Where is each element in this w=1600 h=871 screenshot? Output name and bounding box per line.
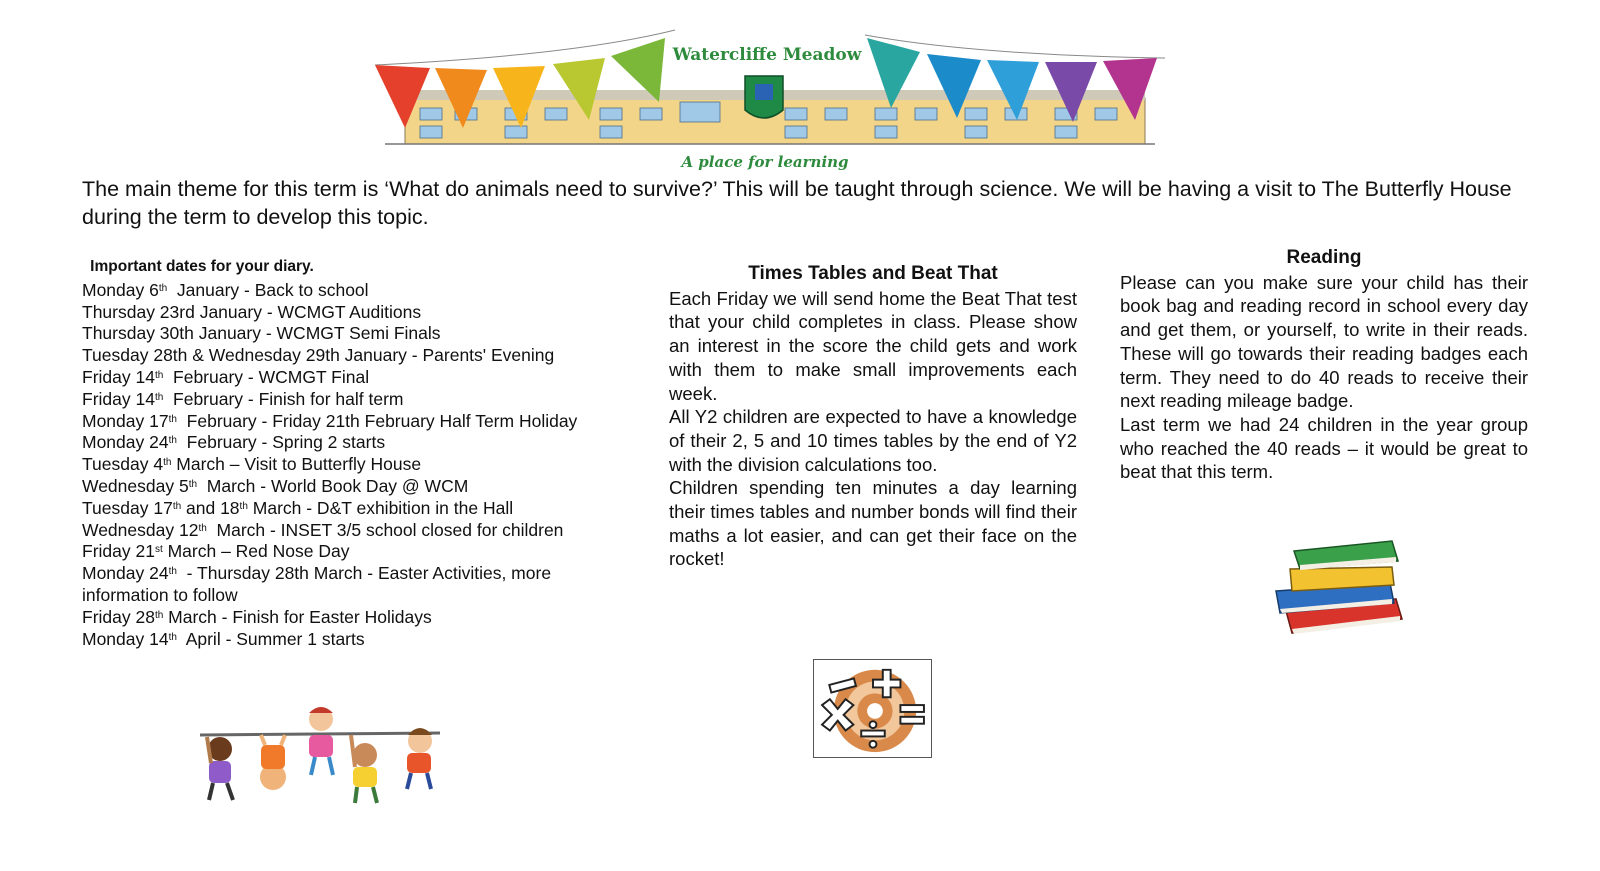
diary-date-item xyxy=(82,607,642,629)
children-playing-icon xyxy=(195,705,445,810)
diary-date-item xyxy=(82,345,642,367)
reading-paragraph: Last term we had 24 children in the year group who reached the 40 reads – it would be great to beat that this term. xyxy=(1120,413,1528,483)
diary-date-text: March - D&T exhibition in the Hall xyxy=(247,497,514,518)
diary-date-text: April - Summer 1 starts xyxy=(176,628,365,649)
times-tables-section xyxy=(669,262,1077,571)
diary-date-text: Friday 21 xyxy=(82,541,155,562)
diary-date-text: March – Red Nose Day xyxy=(162,541,350,562)
diary-date-item xyxy=(82,389,642,411)
ordinal-suffix: th xyxy=(239,500,248,512)
diary-date-text: Thursday 30th January - WCMGT Semi Finals xyxy=(82,323,441,344)
ordinal-suffix: th xyxy=(168,566,177,578)
diary-date-text: Monday 24 xyxy=(82,432,169,453)
diary-date-text: - Thursday 28th March - Easter Activities, more information to follow xyxy=(82,563,556,605)
times-tables-paragraph: All Y2 children are expected to have a knowledge of their 2, 5 and 10 times tables by the end of Y2 with the division calculations too. xyxy=(669,406,1077,475)
diary-date-item xyxy=(82,520,642,542)
diary-date-text: February - Finish for half term xyxy=(163,388,404,409)
times-tables-paragraph: Children spending ten minutes a day learning their times tables and number bonds will find their maths a lot easier, and can get their face on the rocket! xyxy=(669,477,1077,570)
ordinal-suffix: st xyxy=(154,544,163,556)
diary-date-text: Friday 14 xyxy=(82,388,155,409)
banner-illustration xyxy=(375,10,1165,175)
ordinal-suffix: th xyxy=(158,282,168,294)
school-name: Watercliffe Meadow xyxy=(672,45,862,65)
reading-section xyxy=(1120,246,1528,484)
diary-date-item xyxy=(82,323,642,345)
diary-date-item xyxy=(82,432,642,454)
diary-date-item xyxy=(82,629,642,651)
diary-date-text: February - WCMGT Final xyxy=(163,366,370,387)
diary-date-text: March - World Book Day @ WCM xyxy=(197,475,469,496)
diary-date-text: Monday 17 xyxy=(82,410,169,431)
diary-date-text: Friday 28 xyxy=(82,606,155,627)
diary-date-item xyxy=(82,476,642,498)
diary-date-text: January - Back to school xyxy=(167,279,369,300)
ordinal-suffix: th xyxy=(172,500,182,512)
diary-date-text: Wednesday 5 xyxy=(82,475,189,496)
important-dates-list xyxy=(82,280,642,651)
school-banner xyxy=(375,10,1165,175)
important-dates-section xyxy=(82,256,642,650)
diary-date-text: Monday 6 xyxy=(82,279,159,300)
times-tables-heading: Times Tables and Beat That xyxy=(748,263,998,284)
ordinal-suffix: th xyxy=(168,413,177,425)
ordinal-suffix: th xyxy=(154,391,164,403)
term-theme-text: The main theme for this term is ‘What do animals need to survive?’ This will be taught through science. We will be having a visit to The Butterfly House during the term to develop this topic. xyxy=(82,177,1512,229)
ordinal-suffix: th xyxy=(154,609,164,621)
diary-date-item xyxy=(82,563,602,607)
diary-date-text: Tuesday 28th & Wednesday 29th January - Parents' Evening xyxy=(82,345,555,366)
reading-heading: Reading xyxy=(1286,247,1362,268)
reading-paragraph: Please can you make sure your child has their book bag and reading record in school every day and get them, or yourself, to write in their reads. These will go towards their reading badges each term. They need to do 40 reads to receive their next reading mileage badge. xyxy=(1120,271,1528,412)
diary-date-text: Wednesday 12 xyxy=(82,519,199,540)
ordinal-suffix: th xyxy=(154,369,164,381)
diary-date-text: February - Spring 2 starts xyxy=(176,432,386,453)
ordinal-suffix: th xyxy=(163,457,172,469)
diary-date-item xyxy=(82,302,642,324)
important-dates-heading: Important dates for your diary. xyxy=(90,258,314,275)
maths-symbols-icon xyxy=(813,659,932,758)
diary-date-item xyxy=(82,367,642,389)
diary-date-text: Tuesday 4 xyxy=(82,454,164,475)
diary-date-item xyxy=(82,541,642,563)
ordinal-suffix: th xyxy=(198,522,207,534)
diary-date-text: Monday 24 xyxy=(82,563,169,584)
ordinal-suffix: th xyxy=(188,478,198,490)
diary-date-text: Friday 14 xyxy=(82,366,155,387)
diary-date-text: March - Finish for Easter Holidays xyxy=(163,606,432,627)
times-tables-paragraph: Each Friday we will send home the Beat That test that your child completes in class. Please show an interest in the score the child gets and work with them to make small improvements each week. xyxy=(669,287,1077,404)
ordinal-suffix: th xyxy=(168,435,177,447)
diary-date-text: March – Visit to Butterfly House xyxy=(171,454,422,475)
diary-date-text: Monday 14 xyxy=(82,628,169,649)
diary-date-text: February - Friday 21th February Half Term Holiday xyxy=(176,410,578,431)
diary-date-item xyxy=(82,454,642,476)
school-tagline: A place for learning xyxy=(681,153,849,171)
diary-date-text: Tuesday 17 xyxy=(82,497,173,518)
diary-date-text: and 18 xyxy=(181,497,240,518)
diary-date-item xyxy=(82,280,642,302)
diary-date-text: March - INSET 3/5 school closed for children xyxy=(206,519,564,540)
diary-date-text: Thursday 23rd January - WCMGT Auditions xyxy=(82,301,422,322)
diary-date-item xyxy=(82,411,642,433)
diary-date-item xyxy=(82,498,642,520)
books-icon xyxy=(1264,533,1414,641)
ordinal-suffix: th xyxy=(168,631,177,643)
